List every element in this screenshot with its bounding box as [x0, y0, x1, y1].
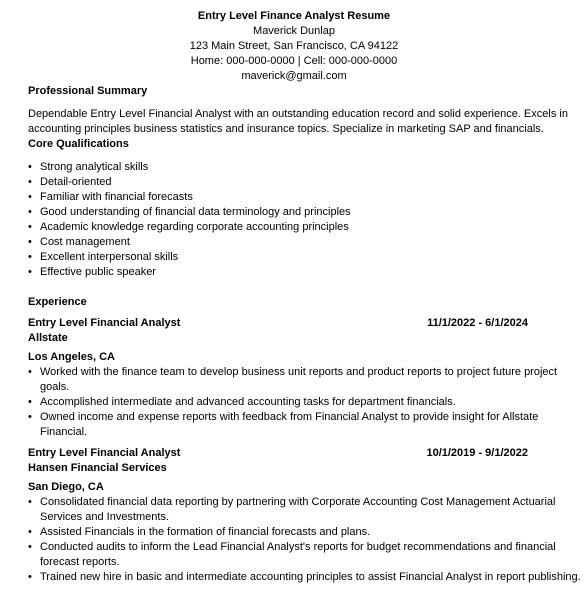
job-company: Hansen Financial Services	[28, 462, 167, 474]
qualification-item: • Effective public speaker	[28, 265, 584, 280]
job-company: Allstate	[28, 332, 68, 344]
qualification-item: • Detail-oriented	[28, 175, 584, 190]
qualification-item: • Excellent interpersonal skills	[28, 250, 584, 265]
job-bullets	[28, 495, 584, 585]
qualification-item: • Good understanding of financial data terminology and principles	[28, 205, 584, 220]
qualification-item: • Cost management	[28, 235, 584, 250]
qualifications-heading: Core Qualifications	[28, 138, 129, 150]
resume-title: Entry Level Finance Analyst Resume	[197, 10, 391, 22]
resume-body	[28, 84, 584, 585]
job-entry	[28, 316, 584, 440]
candidate-address: 123 Main Street, San Francisco, CA 94122	[189, 40, 399, 52]
job-bullet: • Worked with the finance team to develop business unit reports and product reports to project future project goals.	[28, 365, 584, 395]
job-bullet: • Trained new hire in basic and intermediate accounting principles to assist Financial Analyst in report publishing.	[28, 570, 584, 585]
job-location: Los Angeles, CA	[28, 351, 115, 363]
job-title: Entry Level Financial Analyst	[28, 447, 181, 459]
experience-heading: Experience	[28, 296, 87, 308]
job-bullet: • Conducted audits to inform the Lead Financial Analyst's reports for budget recommendations and financial forecast reports.	[28, 540, 584, 570]
job-bullet: • Owned income and expense reports with feedback from Financial Analyst to provide insight for Allstate Financial.	[28, 410, 584, 440]
job-entry	[28, 446, 584, 585]
job-bullet: • Consolidated financial data reporting by partnering with Corporate Accounting Cost Management Actuarial Services and Investments.	[28, 495, 584, 525]
job-location: San Diego, CA	[28, 481, 104, 493]
resume-header	[0, 0, 588, 84]
candidate-email: maverick@gmail.com	[241, 70, 347, 82]
job-header	[28, 446, 528, 461]
summary-text: Dependable Entry Level Financial Analyst with an outstanding education record and solid experience. Excels in accounting principles business statistics and insurance topics. Specialize in marketing SAP and financials.	[28, 108, 568, 135]
job-title: Entry Level Financial Analyst	[28, 317, 181, 329]
summary-heading: Professional Summary	[28, 85, 148, 97]
candidate-name: Maverick Dunlap	[253, 25, 335, 37]
qualification-item: • Familiar with financial forecasts	[28, 190, 584, 205]
job-dates: 11/1/2022 - 6/1/2024	[427, 317, 528, 329]
job-bullets	[28, 365, 584, 440]
qualification-item: • Academic knowledge regarding corporate accounting principles	[28, 220, 584, 235]
job-bullet: • Accomplished intermediate and advanced accounting tasks for department financials.	[28, 395, 584, 410]
candidate-phones: Home: 000-000-0000 | Cell: 000-000-0000	[190, 55, 398, 67]
job-header	[28, 316, 528, 331]
qualification-item: • Strong analytical skills	[28, 160, 584, 175]
job-bullet: • Assisted Financials in the formation of financial forecasts and plans.	[28, 525, 584, 540]
job-dates: 10/1/2019 - 9/1/2022	[426, 447, 528, 459]
qualifications-list	[28, 160, 584, 280]
